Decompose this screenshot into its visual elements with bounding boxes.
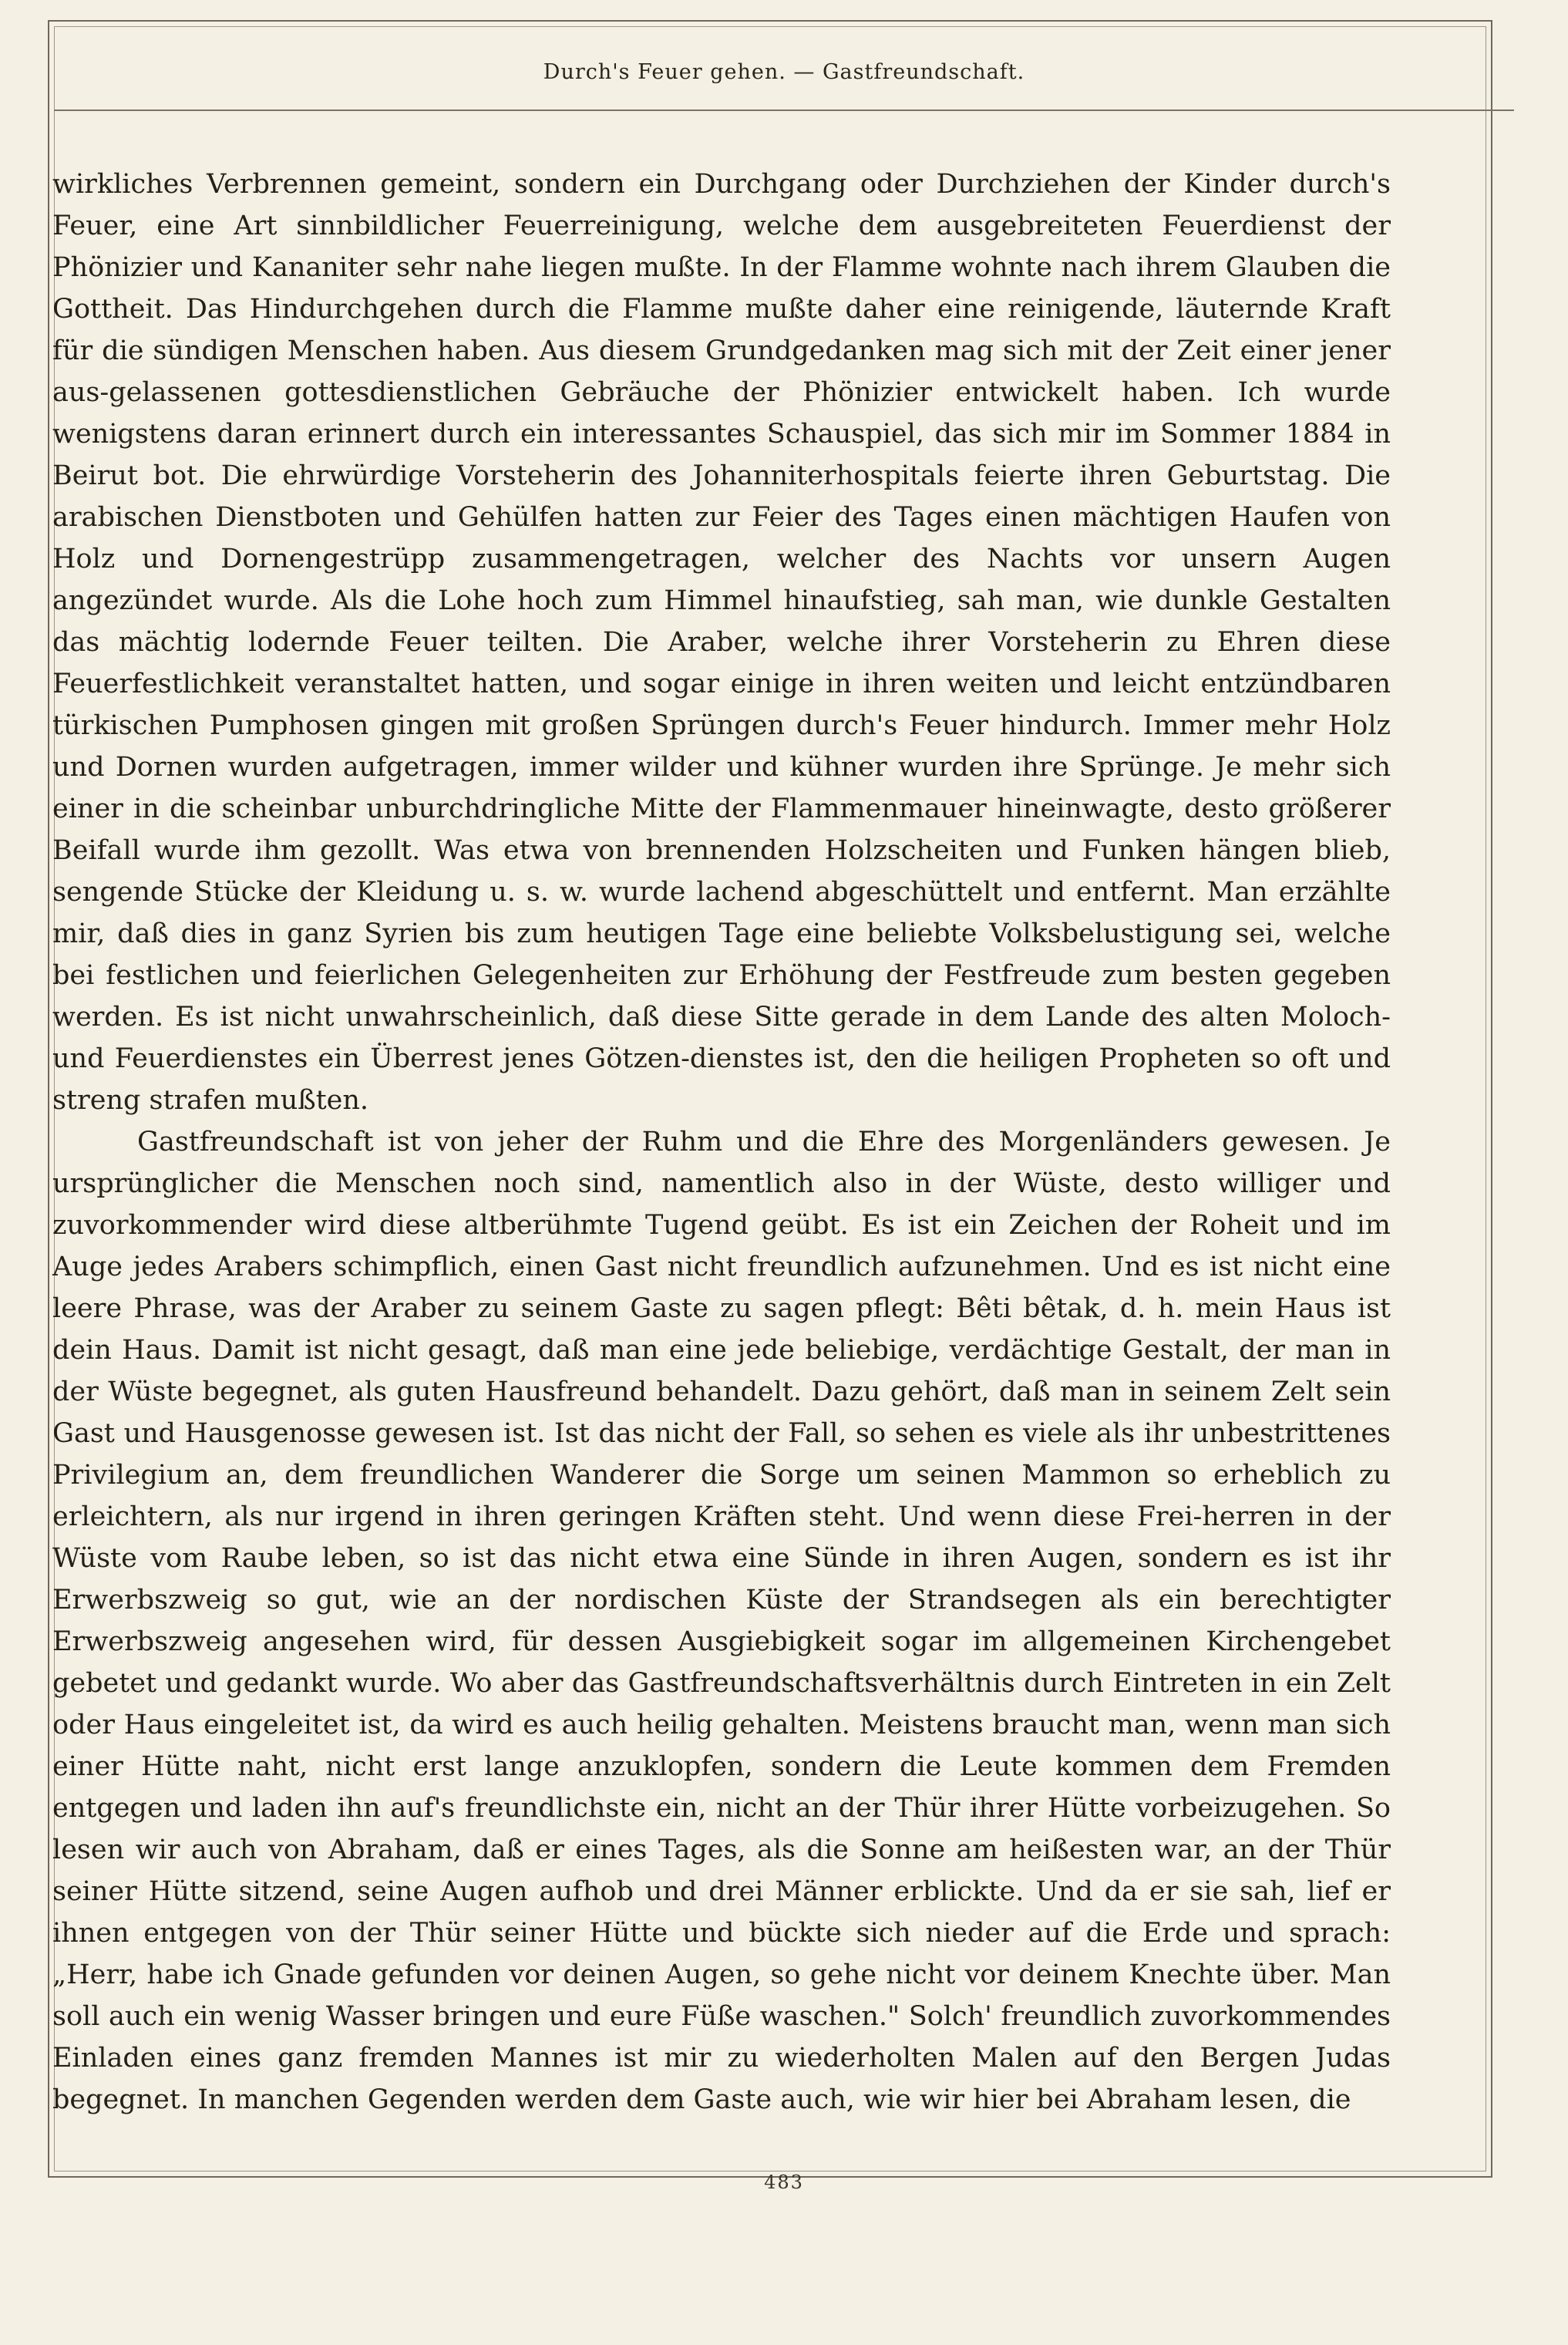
page-number: 483 <box>764 2171 804 2193</box>
body-text <box>52 163 1391 2121</box>
paragraph-fire-passage: wirkliches Verbrennen gemeint, sondern ein Durchgang oder Durchziehen der Kinder durch's Feuer, eine Art sinnbildlicher Feuerreinigung, welche dem ausgebreiteten Feuerdienst der Phönizier und Kananiter sehr nahe liegen mußte. In der Flamme wohnte nach ihrem Glauben die Gottheit. Das Hindurchgehen durch die Flamme mußte daher eine reinigende, läuternde Kraft für die sündigen Menschen haben. Aus diesem Grundgedanken mag sich mit der Zeit einer jener aus-gelassenen gottesdienstlichen Gebräuche der Phönizier entwickelt haben. Ich wurde wenigstens daran erinnert durch ein interessantes Schauspiel, das sich mir im Sommer 1884 in Beirut bot. Die ehrwürdige Vorsteherin des Johanniterhospitals feierte ihren Geburtstag. Die arabischen Dienstboten und Gehülfen hatten zur Feier des Tages einen mächtigen Haufen von Holz und Dornengestrüpp zusammengetragen, welcher des Nachts vor unsern Augen angezündet wurde. Als die Lohe hoch zum Himmel hinaufstieg, sah man, wie dunkle Gestalten das mächtig lodernde Feuer teilten. Die Araber, welche ihrer Vorsteherin zu Ehren diese Feuerfestlichkeit veranstaltet hatten, und sogar einige in ihren weiten und leicht entzündbaren türkischen Pumphosen gingen mit großen Sprüngen durch's Feuer hindurch. Immer mehr Holz und Dornen wurden aufgetragen, immer wilder und kühner wurden ihre Sprünge. Je mehr sich einer in die scheinbar unburchdringliche Mitte der Flammenmauer hineinwagte, desto größerer Beifall wurde ihm gezollt. Was etwa von brennenden Holzscheiten und Funken hängen blieb, sengende Stücke der Kleidung u. s. w. wurde lachend abgeschüttelt und entfernt. Man erzählte mir, daß dies in ganz Syrien bis zum heutigen Tage eine beliebte Volksbelustigung sei, welche bei festlichen und feierlichen Gelegenheiten zur Erhöhung der Festfreude zum besten gegeben werden. Es ist nicht unwahrscheinlich, daß diese Sitte gerade in dem Lande des alten Moloch- und Feuerdienstes ein Überrest jenes Götzen-dienstes ist, den die heiligen Propheten so oft und streng strafen mußten. <box>52 169 1391 1116</box>
header-rule <box>54 110 1514 111</box>
running-head: Durch's Feuer gehen. — Gastfreundschaft. <box>543 60 1025 84</box>
paragraph-hospitality: Gastfreundschaft ist von jeher der Ruhm und die Ehre des Morgenländers gewesen. Je ursprünglicher die Menschen noch sind, namentlich also in der Wüste, desto williger und zuvorkommender wird diese altberühmte Tugend geübt. Es ist ein Zeichen der Roheit und im Auge jedes Arabers schimpflich, einen Gast nicht freundlich aufzunehmen. Und es ist nicht eine leere Phrase, was der Araber zu seinem Gaste zu sagen pflegt: Bêti bêtak, d. h. mein Haus ist dein Haus. Damit ist nicht gesagt, daß man eine jede beliebige, verdächtige Gestalt, der man in der Wüste begegnet, als guten Hausfreund behandelt. Dazu gehört, daß man in seinem Zelt sein Gast und Hausgenosse gewesen ist. Ist das nicht der Fall, so sehen es viele als ihr unbestrittenes Privilegium an, dem freundlichen Wanderer die Sorge um seinen Mammon so erheblich zu erleichtern, als nur irgend in ihren geringen Kräften steht. Und wenn diese Frei-herren in der Wüste vom Raube leben, so ist das nicht etwa eine Sünde in ihren Augen, sondern es ist ihr Erwerbszweig so gut, wie an der nordischen Küste der Strandsegen als ein berechtigter Erwerbszweig angesehen wird, für dessen Ausgiebigkeit sogar im allgemeinen Kirchengebet gebetet und gedankt wurde. Wo aber das Gastfreundschaftsverhältnis durch Eintreten in ein Zelt oder Haus eingeleitet ist, da wird es auch heilig gehalten. Meistens braucht man, wenn man sich einer Hütte naht, nicht erst lange anzuklopfen, sondern die Leute kommen dem Fremden entgegen und laden ihn auf's freundlichste ein, nicht an der Thür ihrer Hütte vorbeizugehen. So lesen wir auch von Abraham, daß er eines Tages, als die Sonne am heißesten war, an der Thür seiner Hütte sitzend, seine Augen aufhob und drei Männer erblickte. Und da er sie sah, lief er ihnen entgegen von der Thür seiner Hütte und bückte sich nieder auf die Erde und sprach: „Herr, habe ich Gnade gefunden vor deinen Augen, so gehe nicht vor deinem Knechte über. Man soll auch ein wenig Wasser bringen und eure Füße waschen." Solch' freundlich zuvorkommendes Einladen eines ganz fremden Mannes ist mir zu wiederholten Malen auf den Bergen Judas begegnet. In manchen Gegenden werden dem Gaste auch, wie wir hier bei Abraham lesen, die <box>52 1127 1391 2115</box>
